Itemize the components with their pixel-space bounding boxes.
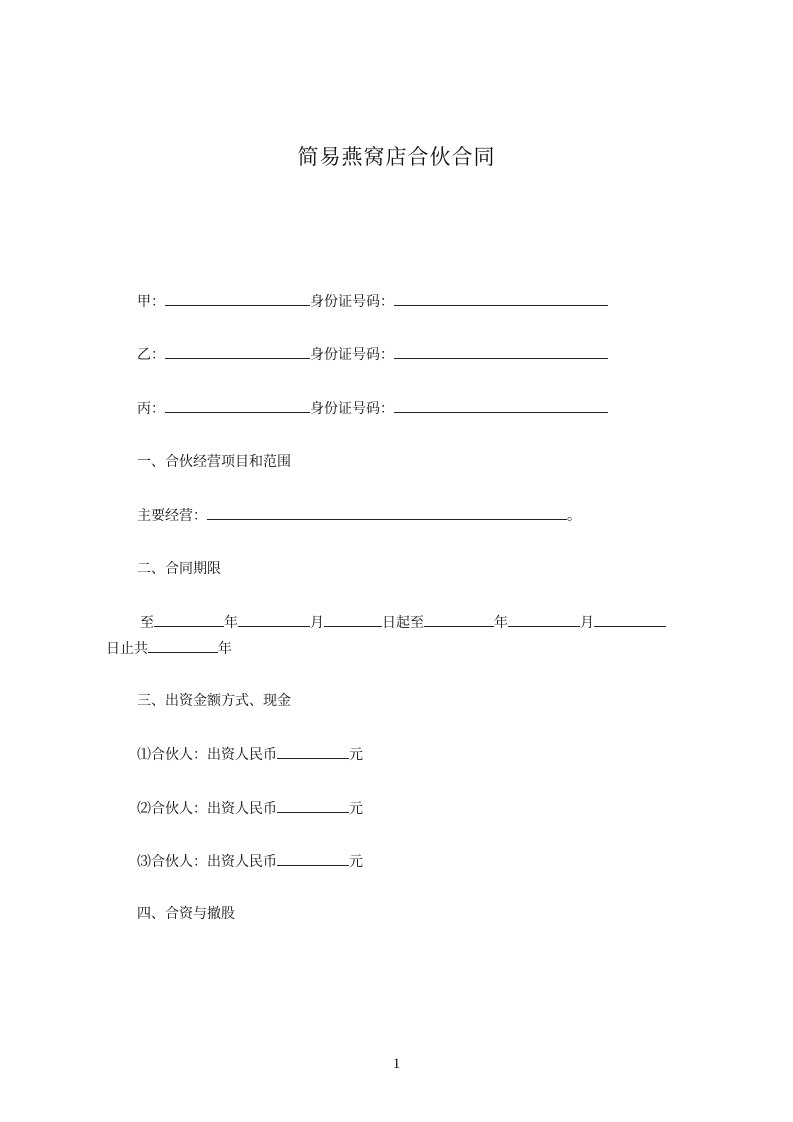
party-b-id-blank	[394, 344, 608, 359]
end-month-blank	[508, 612, 580, 627]
party-b-id-label: 身份证号码：	[310, 347, 394, 363]
term-from-label: 至	[140, 615, 154, 631]
start-month-label: 月	[310, 615, 324, 631]
start-month-blank	[238, 612, 310, 627]
partner-2-label: ⑵合伙人：出资人民币	[137, 801, 277, 817]
term-line-1	[140, 612, 666, 633]
party-c-id-label: 身份证号码：	[310, 401, 394, 417]
end-month-label: 月	[580, 615, 594, 631]
start-year-blank	[154, 612, 224, 627]
partner-3-line	[137, 851, 363, 872]
main-business-blank	[207, 505, 567, 520]
partner-2-line	[137, 798, 363, 819]
partner-1-amount-blank	[277, 744, 349, 759]
term-line-2	[106, 638, 232, 659]
party-a-label: 甲：	[137, 294, 165, 310]
section-3-heading: 三、出资金额方式、现金	[137, 693, 291, 709]
party-b-line	[137, 344, 608, 365]
partner-1-unit: 元	[349, 747, 363, 763]
partner-3-unit: 元	[349, 854, 363, 870]
end-year-label: 年	[494, 615, 508, 631]
party-a-line	[137, 291, 608, 312]
party-b-name-blank	[165, 344, 310, 359]
section-1-heading: 一、合伙经营项目和范围	[137, 454, 291, 470]
party-c-line	[137, 398, 608, 419]
start-year-label: 年	[224, 615, 238, 631]
main-business-line	[137, 505, 581, 526]
start-day-label: 日起至	[382, 615, 424, 631]
party-a-name-blank	[165, 291, 310, 306]
start-day-blank	[324, 612, 382, 627]
party-c-label: 丙：	[137, 401, 165, 417]
party-a-id-label: 身份证号码：	[310, 294, 394, 310]
section-4-heading: 四、合资与撤股	[137, 906, 235, 922]
section-2-heading: 二、合同期限	[137, 561, 221, 577]
partner-1-label: ⑴合伙人：出资人民币	[137, 747, 277, 763]
partner-2-unit: 元	[349, 801, 363, 817]
document-title: 简易燕窝店合伙合同	[297, 145, 496, 169]
party-c-name-blank	[165, 398, 310, 413]
party-c-id-blank	[394, 398, 608, 413]
term-total-label: 日止共	[106, 641, 148, 657]
party-b-label: 乙：	[137, 347, 165, 363]
partner-1-line	[137, 744, 363, 765]
end-year-blank	[424, 612, 494, 627]
page-number: 1	[392, 1056, 401, 1072]
partner-3-label: ⑶合伙人：出资人民币	[137, 854, 277, 870]
total-years-label: 年	[218, 641, 232, 657]
main-business-label: 主要经营：	[137, 508, 207, 524]
party-a-id-blank	[394, 291, 608, 306]
end-day-blank	[594, 612, 666, 627]
partner-2-amount-blank	[277, 798, 349, 813]
partner-3-amount-blank	[277, 851, 349, 866]
total-years-blank	[148, 638, 218, 653]
main-business-end: 。	[567, 508, 581, 524]
